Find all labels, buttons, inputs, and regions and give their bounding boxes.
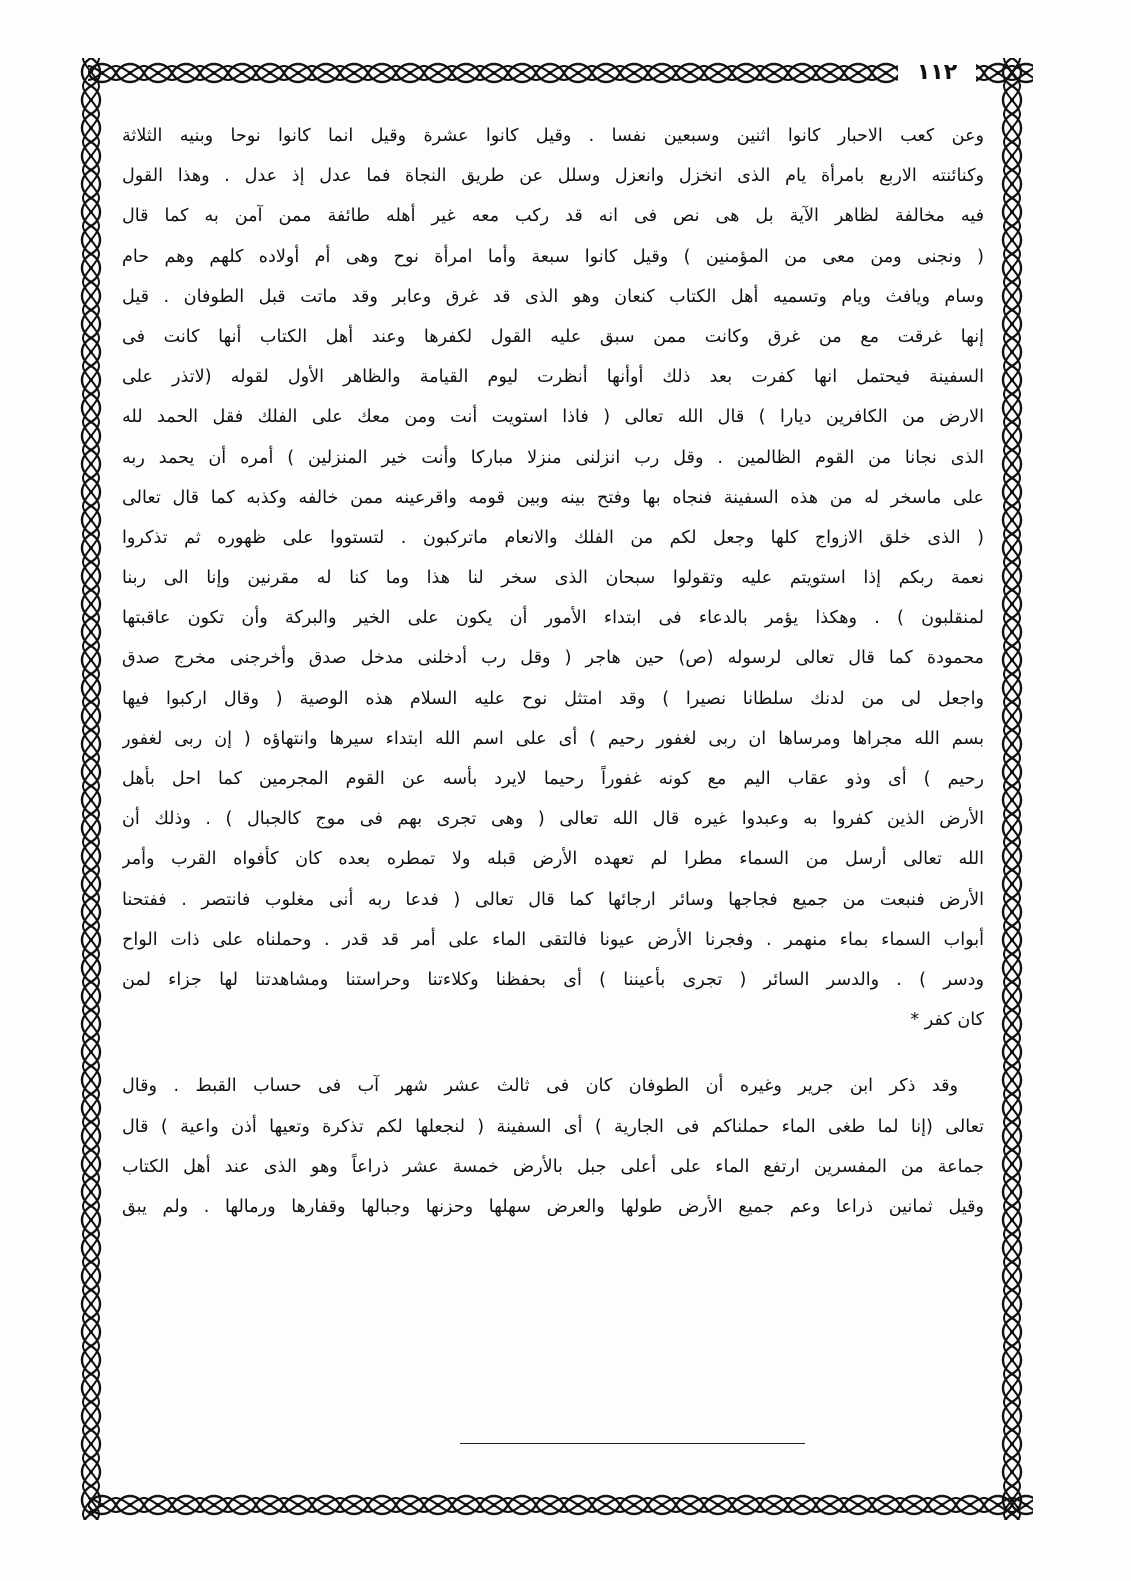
paragraph-1 (122, 116, 984, 1040)
braid-ornament-icon (995, 58, 1029, 1520)
decorative-border-bottom (88, 1490, 1033, 1520)
text-line: ( الذى خلق الازواج كلها وجعل لكم من الفلك والانعام ماتركبون . لتستووا على ظهوره ثم تذكروا (122, 527, 984, 548)
text-line: وقد ذكر ابن جرير وغيره أن الطوفان كان فى ثالث عشر شهر آب فى حساب القبط . وقال (122, 1076, 958, 1097)
text-line: وقيل ثمانين ذراعا وعم جميع الأرض طولها والعرض سهلها وحزنها وجبالها وقفارها ورمالها . ولم يبق (122, 1196, 984, 1217)
text-line: محمودة كما قال تعالى لرسوله (ص) حين هاجر ( وقل رب أدخلنى مدخل صدق وأخرجنى مخرج صدق (122, 648, 984, 669)
text-line: الذى نجانا من القوم الظالمين . وقل رب انزلنى منزلا مباركا وأنت خير المنزلين ) أمره أن يحمد ربه (122, 447, 984, 468)
paragraph-2 (122, 1066, 984, 1227)
text-line: الله تعالى أرسل من السماء مطرا لم تعهده الأرض قبله ولا تمطره بعده كان كأفواه القرب وأمر (122, 849, 984, 870)
text-line: تعالى (إنا لما طغى الماء حملناكم فى الجارية ) أى السفينة ( لنجعلها لكم تذكرة وتعيها أذن واعية ) قال (122, 1116, 984, 1137)
text-line: على ماسخر له من هذه السفينة فنجاه بها وفتح بينه وبين قومه واقرعينه ممن خالفه وكذبه كما قال تعالى (122, 487, 984, 508)
body-text (122, 116, 984, 1227)
text-line: وعن كعب الاحبار كانوا اثنين وسبعين نفسا . وقيل كانوا عشرة وقيل انما كانوا نوحا وبنيه الثلاثة (122, 126, 984, 146)
text-line: لمنقلبون ) . وهكذا يؤمر بالدعاء فى ابتداء الأمور أن يكون على الخير والبركة وأن تكون عاقبتها (122, 608, 984, 629)
text-line: إنها غرقت مع من غرق وكانت ممن سبق عليه القول لكفرها وعند أهل الكتاب أنها كانت فى (122, 326, 984, 347)
text-line: ( ونجنى ومن معى من المؤمنين ) وقيل كانوا سبعة وأما امرأة نوح وهى أم أولاده كلهم وهم حام (122, 246, 984, 267)
underline-mark (460, 1443, 805, 1444)
decorative-border-right (995, 58, 1029, 1520)
braid-ornament-icon (88, 1490, 1033, 1520)
decorative-border-top (88, 58, 1033, 88)
text-line: الارض من الكافرين ديارا ) قال الله تعالى ( فاذا استويت أنت ومن معك على الفلك فقل الحمد لله (122, 407, 984, 428)
text-line: جماعة من المفسرين ارتفع الماء على أعلى جبل بالأرض خمسة عشر ذراعاً وهو الذى عند أهل الكتاب (122, 1156, 984, 1177)
page-number: ١١٢ (898, 58, 976, 88)
paragraph-gap (122, 1040, 984, 1066)
text-line: الأرض فنبعت من جميع فجاجها وسائر ارجائها كما قال تعالى ( فدعا ربه أنى مغلوب فانتصر . ففتحنا (122, 889, 984, 910)
text-line: الأرض الذين كفروا به وعبدوا غيره قال الله تعالى ( وهى تجرى بهم فى موج كالجبال ) . وذلك أن (122, 809, 984, 830)
text-line: واجعل لى من لدنك سلطانا نصيرا ) وقد امتثل نوح عليه السلام هذه الوصية ( وقال اركبوا فيها (122, 688, 984, 709)
text-line: وكنائنته الاربع بامرأة يام الذى انخزل وانعزل وسلل عن طريق النجاة فما عدل إذ عدل . وهذا القول (122, 166, 984, 187)
text-line: السفينة فيحتمل انها كفرت بعد ذلك أوأنها أنظرت ليوم القيامة والظاهر الأول لقوله (لاتذر على (122, 367, 984, 388)
text-line: فيه مخالفة لظاهر الآية بل هى نص فى انه قد ركب معه غير أهله طائفة ممن آمن به كما قال (122, 206, 984, 227)
braid-ornament-icon (88, 58, 1033, 88)
text-line: نعمة ربكم إذا استويتم عليه وتقولوا سبحان الذى سخر لنا هذا وما كنا له مقرنين وإنا الى ربنا (122, 568, 984, 589)
text-line: أبواب السماء بماء منهمر . وفجرنا الأرض عيونا فالتقى الماء على أمر قد قدر . وحملناه على ذات الواح (122, 929, 984, 950)
text-line: وسام ويافث ويام وتسميه أهل الكتاب كنعان وهو الذى قد غرق وعابر وقد ماتت قبل الطوفان . قيل (122, 286, 984, 307)
text-line: بسم الله مجراها ومرساها ان ربى لغفور رحيم ) أى على اسم الله ابتداء سيرها وانتهاؤه ( إن ربى لغفور (122, 728, 984, 749)
decorative-border-left (74, 58, 108, 1520)
text-line: رحيم ) أى وذو عقاب اليم مع كونه غفوراً رحيما لايرد بأسه عن القوم المجرمين كما احل بأهل (122, 769, 984, 789)
text-line: ودسر ) . والدسر السائر ( تجرى بأعيننا ) أى بحفظنا وكلاءتنا وحراستنا ومشاهدتنا لها جزاء لمن (122, 969, 984, 990)
text-line: كان كفر * (910, 1010, 984, 1031)
braid-ornament-icon (74, 58, 108, 1520)
